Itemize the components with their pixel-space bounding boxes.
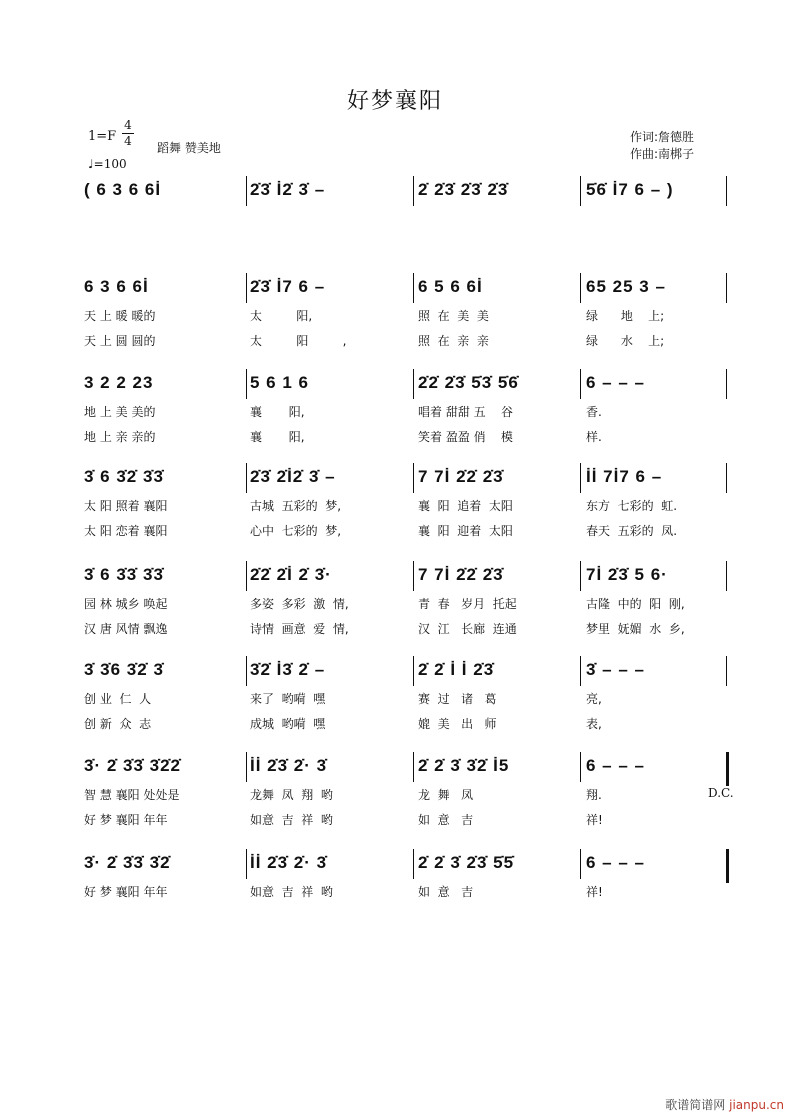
- lyric-text: 如意 吉 祥 哟: [250, 813, 333, 827]
- bar-line: [580, 273, 581, 303]
- lyric-text: 照 在 亲 亲: [418, 334, 489, 348]
- lyric-text: 襄 阳,: [250, 405, 305, 419]
- bar-line: [413, 656, 414, 686]
- bar-line: [580, 176, 581, 206]
- bar-line: [580, 561, 581, 591]
- bar-line: [246, 752, 247, 782]
- lyric-text: 地 上 亲 亲的: [84, 430, 156, 444]
- bar-line: [580, 752, 581, 782]
- watermark: [665, 1096, 784, 1113]
- measure-notes: 5̇6̇ İ7 6 – ): [586, 180, 674, 199]
- lyric-text: 笑着 盈盈 俏 模: [418, 430, 513, 444]
- lyric-text: 太 阳 照着 襄阳: [84, 499, 168, 513]
- measure-notes: 3̇ – – –: [586, 660, 645, 679]
- lyric-text: 翔.: [586, 788, 602, 802]
- lyric-text: 绿 地 上;: [586, 309, 665, 323]
- lyric-text: 好 梦 襄阳 年年: [84, 813, 168, 827]
- dc-marking: D.C.: [708, 786, 734, 800]
- time-signature: [122, 118, 134, 149]
- measure-notes: 3̇2̇ İ3̇ 2̇ –: [250, 660, 326, 679]
- lyric-text: 如 意 吉: [418, 885, 474, 899]
- lyric-text: 诗情 画意 爱 情,: [250, 622, 349, 636]
- measure-notes: 6 – – –: [586, 853, 645, 872]
- bar-line: [726, 273, 727, 303]
- bar-line: [246, 656, 247, 686]
- time-signature-bottom: 4: [122, 133, 134, 149]
- measure-notes: 2̇ 2̇ İ İ 2̇3̇: [418, 660, 495, 679]
- measure-notes: 7 7İ 2̇2̇ 2̇3̇: [418, 467, 504, 486]
- bar-line: [413, 752, 414, 782]
- measure-notes: 6 5 6 6İ: [418, 277, 483, 296]
- style-marking: 蹈舞 赞美地: [157, 141, 221, 155]
- lyric-text: 成城 哟嗬 嘿: [250, 717, 326, 731]
- lyric-text: 春天 五彩的 凤.: [586, 524, 678, 538]
- measure-notes: 2̇3̇ 2̇İ2̇ 3̇ –: [250, 467, 336, 486]
- lyric-text: 龙 舞 凤: [418, 788, 474, 802]
- bar-line: [246, 849, 247, 879]
- lyric-text: 唱着 甜甜 五 谷: [418, 405, 513, 419]
- lyric-text: 智 慧 襄阳 处处是: [84, 788, 180, 802]
- watermark-site: 歌谱简谱网: [665, 1098, 726, 1112]
- bar-line: [726, 561, 727, 591]
- lyric-text: 襄 阳 追着 太阳: [418, 499, 513, 513]
- measure-notes: İİ 7İ7 6 –: [586, 467, 663, 486]
- measure-notes: İİ 2̇3̇ 2̇· 3̇: [250, 853, 328, 872]
- measure-notes: 2̇ 2̇ 3̇ 3̇2̇ İ5: [418, 756, 510, 775]
- lyric-text: 汉 江 长廊 连通: [418, 622, 517, 636]
- lyric-text: 来了 哟嗬 嘿: [250, 692, 326, 706]
- measure-notes: ( 6 3 6 6İ: [84, 180, 162, 199]
- lyric-text: 园 林 城乡 唤起: [84, 597, 168, 611]
- lyric-text: 绿 水 上;: [586, 334, 665, 348]
- bar-line: [726, 369, 727, 399]
- measure-notes: 6 3 6 6İ: [84, 277, 149, 296]
- bar-line: [246, 369, 247, 399]
- measure-notes: 3̇· 2̇ 3̇3̇ 3̇2̇: [84, 853, 171, 872]
- measure-notes: 2̇ 2̇ 3̇ 2̇3̇ 5̇5̇: [418, 853, 515, 872]
- bar-line: [726, 752, 729, 786]
- lyric-text: 天 上 暖 暖的: [84, 309, 156, 323]
- lyric-text: 东方 七彩的 虹.: [586, 499, 678, 513]
- composer-credit: 作曲:南梆子: [630, 147, 695, 161]
- lyric-text: 古隆 中的 阳 刚,: [586, 597, 685, 611]
- bar-line: [580, 463, 581, 493]
- lyric-text: 心中 七彩的 梦,: [250, 524, 342, 538]
- measure-notes: 3 2 2 23: [84, 373, 154, 392]
- bar-line: [413, 849, 414, 879]
- watermark-url: jianpu.cn: [729, 1098, 784, 1112]
- bar-line: [246, 463, 247, 493]
- lyric-text: 太 阳 ,: [250, 334, 347, 348]
- measure-notes: İİ 2̇3̇ 2̇· 3̇: [250, 756, 328, 775]
- lyric-text: 多姿 多彩 激 情,: [250, 597, 349, 611]
- lyric-text: 照 在 美 美: [418, 309, 489, 323]
- key-signature: 1=F: [88, 129, 117, 144]
- lyric-text: 梦里 妩媚 水 乡,: [586, 622, 685, 636]
- bar-line: [726, 176, 727, 206]
- lyric-text: 创 业 仁 人: [84, 692, 152, 706]
- measure-notes: 7 7İ 2̇2̇ 2̇3̇: [418, 565, 504, 584]
- bar-line: [246, 273, 247, 303]
- measure-notes: 3̇ 6 3̇3̇ 3̇3̇: [84, 565, 164, 584]
- measure-notes: 2̇3̇ İ2̇ 3̇ –: [250, 180, 326, 199]
- measure-notes: 2̇2̇ 2̇3̇ 5̇3̇ 5̇6̇: [418, 373, 519, 392]
- measure-notes: 7İ 2̇3̇ 5 6·: [586, 565, 668, 584]
- bar-line: [726, 463, 727, 493]
- lyric-text: 祥!: [586, 813, 603, 827]
- lyric-text: 襄 阳 迎着 太阳: [418, 524, 513, 538]
- lyric-text: 天 上 圆 圆的: [84, 334, 156, 348]
- lyric-text: 样.: [586, 430, 602, 444]
- bar-line: [413, 273, 414, 303]
- lyric-text: 亮,: [586, 692, 602, 706]
- lyric-text: 创 新 众 志: [84, 717, 152, 731]
- lyric-text: 香.: [586, 405, 602, 419]
- lyric-text: 地 上 美 美的: [84, 405, 156, 419]
- bar-line: [726, 849, 729, 883]
- bar-line: [413, 463, 414, 493]
- bar-line: [580, 849, 581, 879]
- lyric-text: 祥!: [586, 885, 603, 899]
- lyric-text: 如 意 吉: [418, 813, 474, 827]
- bar-line: [413, 561, 414, 591]
- measure-notes: 5 6 1 6: [250, 373, 309, 392]
- measure-notes: 3̇ 3̇6 3̇2̇ 3̇: [84, 660, 164, 679]
- lyric-text: 赛 过 诸 葛: [418, 692, 497, 706]
- bar-line: [580, 369, 581, 399]
- lyric-text: 龙舞 凤 翔 哟: [250, 788, 333, 802]
- measure-notes: 3̇· 2̇ 3̇3̇ 3̇2̇2̇: [84, 756, 182, 775]
- bar-line: [413, 176, 414, 206]
- bar-line: [246, 561, 247, 591]
- bar-line: [580, 656, 581, 686]
- tempo-marking: ♩=100: [88, 157, 127, 171]
- measure-notes: 6 – – –: [586, 373, 645, 392]
- measure-notes: 2̇3̇ İ7 6 –: [250, 277, 326, 296]
- bar-line: [246, 176, 247, 206]
- time-signature-top: 4: [124, 118, 132, 132]
- lyric-text: 汉 唐 风情 飘逸: [84, 622, 168, 636]
- measure-notes: 2̇ 2̇3̇ 2̇3̇ 2̇3̇: [418, 180, 509, 199]
- measure-notes: 3̇ 6 3̇2̇ 3̇3̇: [84, 467, 164, 486]
- lyric-text: 表,: [586, 717, 602, 731]
- lyric-text: 好 梦 襄阳 年年: [84, 885, 168, 899]
- lyric-text: 太 阳 恋着 襄阳: [84, 524, 168, 538]
- measure-notes: 65 25 3 –: [586, 277, 666, 296]
- measure-notes: 2̇2̇ 2̇İ 2̇ 3̇·: [250, 565, 332, 584]
- lyric-text: 太 阳,: [250, 309, 313, 323]
- lyric-text: 媲 美 出 师: [418, 717, 497, 731]
- lyric-text: 襄 阳,: [250, 430, 305, 444]
- lyricist-credit: 作词:詹德胜: [630, 130, 695, 144]
- bar-line: [726, 656, 727, 686]
- song-title: 好梦襄阳: [346, 89, 443, 114]
- lyric-text: 古城 五彩的 梦,: [250, 499, 342, 513]
- measure-notes: 6 – – –: [586, 756, 645, 775]
- lyric-text: 青 春 岁月 托起: [418, 597, 517, 611]
- lyric-text: 如意 吉 祥 哟: [250, 885, 333, 899]
- bar-line: [413, 369, 414, 399]
